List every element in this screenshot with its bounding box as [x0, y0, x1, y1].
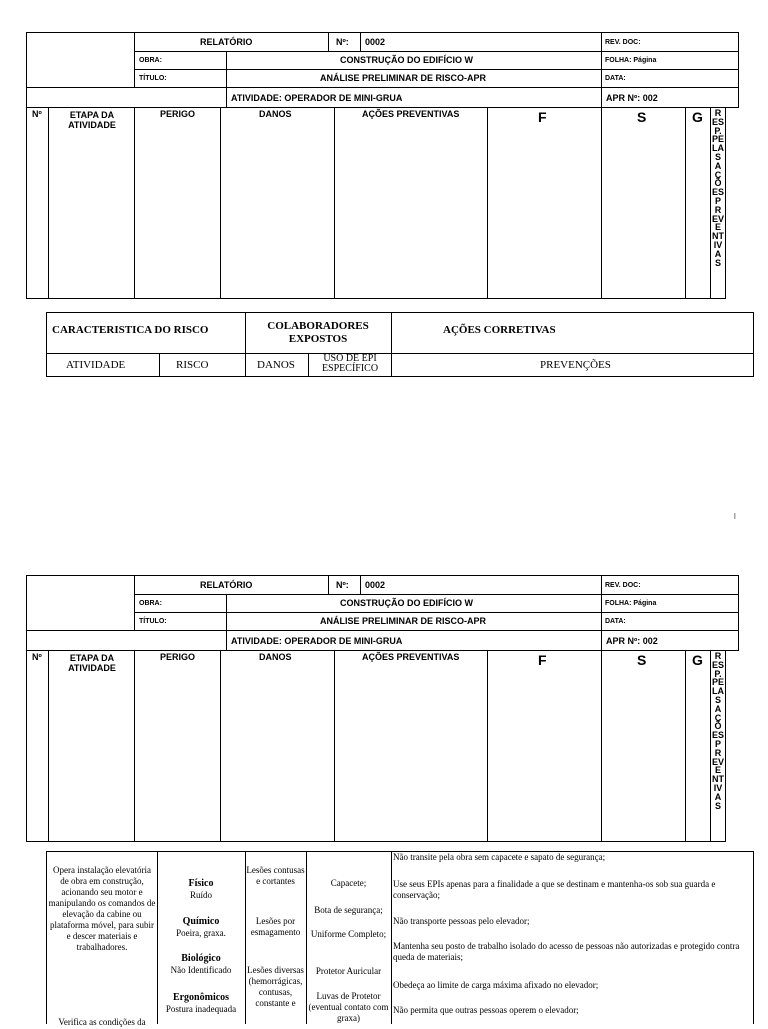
epi-5: Luvas de Protetor (eventual contato com graxa): [308, 991, 389, 1023]
epi-3: Uniforme Completo;: [310, 929, 387, 939]
col-perigo: PERIGO: [160, 652, 196, 662]
rev-doc-label: REV. DOC:: [605, 582, 641, 589]
titulo-label: TÍTULO:: [139, 618, 167, 625]
col-acoes: AÇÕES PREVENTIVAS: [362, 109, 460, 119]
sub-prevencoes: PREVENÇÕES: [540, 359, 611, 371]
danos-3: Lesões diversas (hemorrágicas, contusas, constante e: [247, 965, 304, 1008]
obra-label: OBRA:: [139, 600, 162, 607]
numero-value: 0002: [365, 37, 386, 47]
apr-numero: APR Nº: 002: [606, 636, 658, 646]
atividade-title: ATIVIDADE: OPERADOR DE MINI-GRUA: [231, 93, 403, 103]
apr-form-1: [0, 0, 768, 300]
risco-ergonomicos-value: Postura inadequada: [165, 1004, 237, 1014]
sub-uso-epi: USO DE EPI ESPECÍFICO: [321, 353, 379, 374]
col-danos: DANOS: [259, 109, 292, 119]
atividade-title: ATIVIDADE: OPERADOR DE MINI-GRUA: [231, 636, 403, 646]
col-perigo: PERIGO: [160, 109, 196, 119]
sub-danos: DANOS: [257, 359, 295, 371]
acoes-corretivas-header: AÇÕES CORRETIVAS: [443, 324, 556, 336]
apr-form-2: [0, 543, 768, 843]
apr-numero: APR Nº: 002: [606, 93, 658, 103]
colaboradores-header: COLABORADORES EXPOSTOS: [267, 320, 369, 345]
danos-2: Lesões por esmagamento: [250, 916, 301, 937]
col-f: F: [538, 109, 547, 125]
epi-2: Bota de segurança;: [314, 905, 383, 915]
relatorio-label: RELATÓRIO: [200, 580, 253, 590]
numero-label: Nº:: [336, 37, 349, 47]
data-label: DATA:: [605, 75, 626, 82]
risco-quimico-title: Químico: [182, 916, 220, 927]
epi-4: Protetor Auricular: [315, 966, 382, 976]
col-g: G: [692, 109, 703, 125]
prevencao-5: Obedeça ao limite de carga máxima afixado no elevador;: [393, 980, 599, 990]
risk-characteristic-table: [0, 300, 768, 380]
risco-ergonomicos-title: Ergonômicos: [172, 992, 230, 1003]
obra-label: OBRA:: [139, 57, 162, 64]
titulo-value: ANÁLISE PRELIMINAR DE RISCO-APR: [320, 616, 487, 626]
titulo-label: TÍTULO:: [139, 75, 167, 82]
risco-biologico-value: Não Identificado: [170, 965, 232, 975]
detail-atividade-1: Opera instalação elevatória de obra em construção, acionando seu motor e manipulando os comandos de elevação da cabine ou plataforma móvel, para subir e descer materiais e trabalhadores.: [48, 865, 156, 952]
risco-fisico-title: Físico: [188, 878, 214, 889]
col-responsavel: RESP.PELASAÇÕESPREVENTIVAS: [712, 651, 725, 811]
col-etapa: ETAPA DA ATIVIDADE: [68, 653, 116, 673]
prevencao-3: Não transporte pessoas pelo elevador;: [393, 916, 530, 926]
data-label: DATA:: [605, 618, 626, 625]
col-s: S: [637, 109, 647, 125]
folha-label: FOLHA: Página: [605, 57, 657, 64]
col-g: G: [692, 652, 703, 668]
detail-atividade-2: Verifica as condições da: [58, 1017, 146, 1027]
page-marker: l: [734, 512, 736, 521]
epi-1: Capacete;: [330, 878, 367, 888]
col-responsavel: RESP.PELASAÇÕESPREVENTIVAS: [712, 108, 725, 268]
sub-atividade: ATIVIDADE: [66, 359, 126, 371]
obra-value: CONSTRUÇÃO DO EDIFÍCIO W: [340, 55, 473, 65]
titulo-value: ANÁLISE PRELIMINAR DE RISCO-APR: [320, 73, 487, 83]
numero-label: Nº:: [336, 580, 349, 590]
prevencao-2: Use seus EPIs apenas para a finalidade a que se destinam e mantenha-os sob sua guarda e conservação;: [393, 879, 716, 900]
risco-fisico-value: Ruído: [189, 890, 212, 900]
rev-doc-label: REV. DOC:: [605, 39, 641, 46]
obra-value: CONSTRUÇÃO DO EDIFÍCIO W: [340, 598, 473, 608]
col-s: S: [637, 652, 647, 668]
col-danos: DANOS: [259, 652, 292, 662]
caracteristica-header: CARACTERISTICA DO RISCO: [52, 324, 209, 336]
folha-label: FOLHA: Página: [605, 600, 657, 607]
col-acoes: AÇÕES PREVENTIVAS: [362, 652, 460, 662]
risco-quimico-value: Poeira, graxa.: [176, 928, 226, 938]
prevencao-4: Mantenha seu posto de trabalho isolado do acesso de pessoas não autorizadas e protegido contra queda de materiais;: [393, 941, 740, 962]
risco-biologico-title: Biológico: [181, 953, 221, 964]
sub-risco: RISCO: [176, 359, 209, 371]
col-n: Nº: [32, 109, 42, 119]
prevencao-6: Não permita que outras pessoas operem o elevador;: [393, 1005, 579, 1015]
relatorio-label: RELATÓRIO: [200, 37, 253, 47]
col-n: Nº: [32, 652, 42, 662]
prevencao-1: Não transite pela obra sem capacete e sapato de segurança;: [393, 852, 606, 862]
danos-1: Lesões contusas e cortantes: [246, 865, 305, 886]
col-etapa: ETAPA DA ATIVIDADE: [68, 110, 116, 130]
numero-value: 0002: [365, 580, 386, 590]
risk-detail-table: [0, 850, 768, 1027]
col-f: F: [538, 652, 547, 668]
